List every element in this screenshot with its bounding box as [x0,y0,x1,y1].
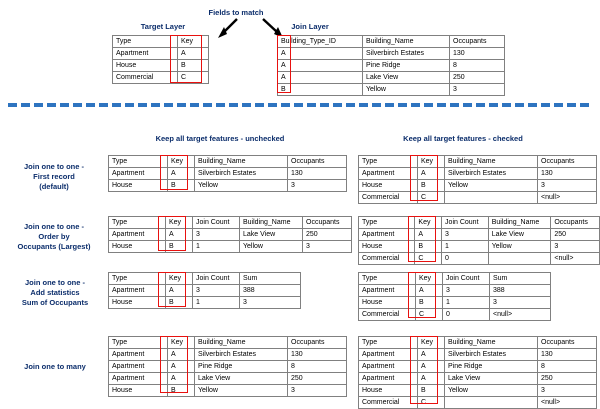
cell: B [278,84,363,96]
column-header: Join Count [193,273,240,285]
cell: 1 [442,241,489,253]
result-table-r1-unchecked [108,155,347,192]
cell: Silverbirch Estates [445,349,538,361]
cell: A [166,285,193,297]
cell: Apartment [359,229,415,241]
cell: C [415,253,442,265]
cell: B [415,241,442,253]
cell: Silverbirch Estates [363,48,450,60]
cell: C [418,397,445,409]
result-table-r4-unchecked-wrap [108,336,347,397]
table-row [109,241,352,253]
row-label-line: Join one to many [24,362,86,371]
cell: <null> [538,192,597,204]
cell: 130 [538,168,597,180]
row-label-line: Add statistics [30,288,80,297]
cell: C [418,192,445,204]
cell: Apartment [109,349,168,361]
column-header: Occupants [303,217,352,229]
table-row [109,229,352,241]
cell: Yellow [195,385,288,397]
cell: Yellow [240,241,303,253]
row-label-line: Join one to one - [25,278,85,287]
table-row [109,180,347,192]
column-header: Key [418,156,445,168]
table-header-row [109,273,301,285]
join-layer-label: Join Layer [291,22,329,31]
column-header: Type [109,217,166,229]
row-label-order-by [0,222,108,252]
table-row [359,297,551,309]
cell: A [278,48,363,60]
column-header: Key [178,36,209,48]
table-header-row [359,337,597,349]
cell: Apartment [109,361,168,373]
cell: Apartment [109,373,168,385]
cell: A [415,229,442,241]
fields-to-match-label: Fields to match [208,8,264,17]
cell: 250 [303,229,352,241]
column-header: Occupants [288,337,347,349]
keep-checked-label: Keep all target features - checked [403,134,523,143]
result-table-r4-checked [358,336,597,409]
cell: 3 [288,180,347,192]
column-header: Occupants [538,337,597,349]
cell: A [178,48,209,60]
table-header-row [109,217,352,229]
table-row [278,72,505,84]
result-table-r2-checked-wrap [358,216,600,265]
cell: House [359,241,415,253]
cell: 1 [443,297,490,309]
column-header: Type [359,156,418,168]
cell: <null> [538,397,597,409]
table-row [278,84,505,96]
cell: A [416,285,443,297]
cell: 3 [193,285,240,297]
row-label-line: Join one to one - [24,162,84,171]
target-layer-table-wrap [112,35,209,84]
column-header: Building_Name [363,36,450,48]
cell: House [359,180,418,192]
cell: Yellow [488,241,551,253]
cell: B [416,297,443,309]
cell: Silverbirch Estates [445,168,538,180]
table-row [359,309,551,321]
column-header: Join Count [442,217,489,229]
keep-unchecked-label: Keep all target features - unchecked [155,134,285,143]
table-row [359,373,597,385]
cell: Yellow [445,180,538,192]
table-row [113,48,209,60]
cell: 388 [490,285,551,297]
cell: A [168,168,195,180]
cell: Lake View [363,72,450,84]
column-header: Occupants [551,217,600,229]
cell: Apartment [109,168,168,180]
cell [488,253,551,265]
column-header: Type [109,337,168,349]
cell: B [418,180,445,192]
row-label-first-record [4,162,104,192]
cell: Lake View [195,373,288,385]
cell: C [178,72,209,84]
column-header: Key [168,156,195,168]
cell [445,192,538,204]
cell: Yellow [195,180,288,192]
row-label-line: First record [33,172,75,181]
cell: Pine Ridge [195,361,288,373]
cell: 8 [450,60,505,72]
table-header-row [359,273,551,285]
table-row [359,241,600,253]
result-table-r3-checked [358,272,551,321]
column-header: Occupants [538,156,597,168]
cell: Silverbirch Estates [195,168,288,180]
cell: A [168,349,195,361]
cell: 3 [490,297,551,309]
cell: A [418,168,445,180]
column-header: Building_Name [445,337,538,349]
result-table-r4-unchecked [108,336,347,397]
table-header-row [359,156,597,168]
cell: 250 [551,229,600,241]
cell: B [166,241,193,253]
cell: A [278,60,363,72]
column-header: Join Count [443,273,490,285]
result-table-r2-checked [358,216,600,265]
cell: 3 [551,241,600,253]
cell: House [109,241,166,253]
cell: Commercial [359,192,418,204]
cell: 1 [193,241,240,253]
cell: Yellow [445,385,538,397]
cell: A [418,349,445,361]
cell: Commercial [359,309,416,321]
cell: 130 [288,168,347,180]
cell: B [418,385,445,397]
result-table-r1-checked [358,155,597,204]
cell: Apartment [359,285,416,297]
result-table-r3-unchecked [108,272,301,309]
cell: A [166,229,193,241]
join-layer-table-wrap [277,35,505,96]
cell: 3 [442,229,489,241]
cell: 3 [538,385,597,397]
table-header-row [109,337,347,349]
table-row [109,168,347,180]
cell: 3 [303,241,352,253]
cell: Silverbirch Estates [195,349,288,361]
cell: 250 [288,373,347,385]
cell: C [416,309,443,321]
table-header-row [113,36,209,48]
column-header: Join Count [193,217,240,229]
cell: B [166,297,193,309]
table-row [359,168,597,180]
column-header: Key [166,273,193,285]
table-row [359,229,600,241]
row-label-line: Occupants (Largest) [17,242,91,251]
cell: Apartment [113,48,178,60]
table-header-row [109,156,347,168]
table-row [359,180,597,192]
cell: Lake View [488,229,551,241]
table-row [278,48,505,60]
column-header: Key [168,337,195,349]
column-header: Occupants [450,36,505,48]
table-row [278,60,505,72]
cell: Commercial [359,397,418,409]
cell: Apartment [109,285,166,297]
column-header: Building_Name [195,337,288,349]
column-header: Occupants [288,156,347,168]
result-table-r3-unchecked-wrap [108,272,301,309]
cell: Apartment [359,373,418,385]
cell: House [109,385,168,397]
result-table-r1-unchecked-wrap [108,155,347,192]
cell: 8 [538,361,597,373]
column-header: Type [359,273,416,285]
row-label-line: Join one to one - [24,222,84,231]
cell: Apartment [359,349,418,361]
cell: Yellow [363,84,450,96]
cell: 8 [288,361,347,373]
table-row [359,349,597,361]
table-row [109,373,347,385]
result-table-r4-checked-wrap [358,336,597,409]
table-row [109,349,347,361]
table-row [109,385,347,397]
cell: 3 [443,285,490,297]
cell: House [109,180,168,192]
column-header: Sum [240,273,301,285]
cell: 3 [240,297,301,309]
cell: 0 [443,309,490,321]
table-row [359,397,597,409]
cell: 250 [450,72,505,84]
cell: 1 [193,297,240,309]
row-label-line: Sum of Occupants [21,298,89,307]
join-layer-table [277,35,505,96]
column-header: Type [113,36,178,48]
cell: A [168,361,195,373]
cell: A [418,373,445,385]
cell: Commercial [359,253,415,265]
result-table-r2-unchecked [108,216,352,253]
cell: A [278,72,363,84]
cell: 3 [193,229,240,241]
column-header: Building_Name [445,156,538,168]
cell: Lake View [240,229,303,241]
column-header: Key [416,273,443,285]
cell: Pine Ridge [363,60,450,72]
table-row [109,361,347,373]
table-row [359,285,551,297]
cell: Pine Ridge [445,361,538,373]
cell: 0 [442,253,489,265]
cell: 250 [538,373,597,385]
table-row [109,297,301,309]
row-label-add-statistics [2,278,108,308]
cell: House [113,60,178,72]
column-header: Building_Name [488,217,551,229]
column-header: Key [166,217,193,229]
arrow-to-target-key [215,18,245,40]
row-label-one-to-many [2,362,108,372]
cell: Lake View [445,373,538,385]
cell: 3 [288,385,347,397]
section-divider [8,103,592,107]
column-header: Type [109,273,166,285]
target-layer-label: Target Layer [140,22,186,31]
column-header: Building_Type_ID [278,36,363,48]
table-row [113,60,209,72]
cell: 3 [450,84,505,96]
table-row [359,192,597,204]
cell: Apartment [109,229,166,241]
cell: B [178,60,209,72]
cell: B [168,180,195,192]
table-row [359,385,597,397]
cell: 130 [538,349,597,361]
cell: <null> [490,309,551,321]
cell: B [168,385,195,397]
column-header: Building_Name [240,217,303,229]
cell: House [359,385,418,397]
result-table-r3-checked-wrap [358,272,551,321]
target-layer-table [112,35,209,84]
column-header: Type [109,156,168,168]
cell: Apartment [359,361,418,373]
column-header: Key [415,217,442,229]
cell: 130 [450,48,505,60]
column-header: Building_Name [195,156,288,168]
cell: A [168,373,195,385]
result-table-r1-checked-wrap [358,155,597,204]
table-row [109,285,301,297]
column-header: Sum [490,273,551,285]
column-header: Type [359,217,415,229]
cell: Commercial [113,72,178,84]
table-row [359,361,597,373]
cell: Apartment [359,168,418,180]
table-header-row [278,36,505,48]
cell: 388 [240,285,301,297]
cell: <null> [551,253,600,265]
result-table-r2-unchecked-wrap [108,216,352,253]
cell: A [418,361,445,373]
table-row [359,253,600,265]
column-header: Type [359,337,418,349]
cell: House [109,297,166,309]
cell: House [359,297,416,309]
row-label-line: (default) [39,182,69,191]
cell: 130 [288,349,347,361]
cell: 3 [538,180,597,192]
cell [445,397,538,409]
row-label-line: Order by [38,232,70,241]
column-header: Key [418,337,445,349]
table-row [113,72,209,84]
table-header-row [359,217,600,229]
